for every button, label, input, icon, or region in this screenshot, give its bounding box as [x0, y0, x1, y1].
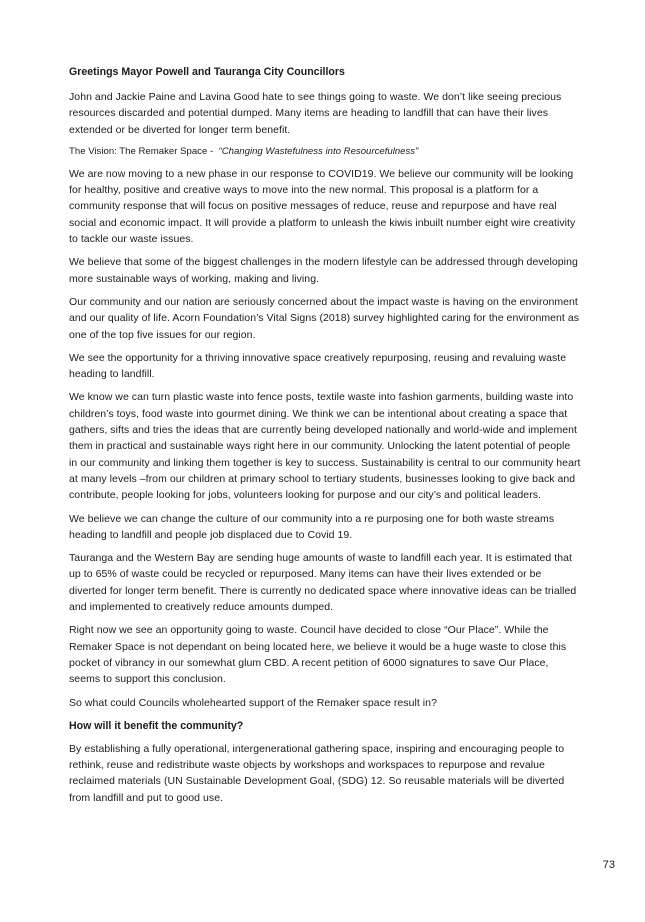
body-paragraph-culture: We believe we can change the culture of our community into a re purposing one for both waste streams heading to landfill and people job displaced due to Covid 19. [69, 512, 555, 541]
body-paragraph-our-place: Right now we see an opportunity going to waste. Council have decided to close “Our Place”. While the Remaker Space is not dependant on being located here, we believe it would be a huge waste to close this pocket of vibrancy in our somewhat glum CBD. A recent petition of 6000 signatures to save Our Place, seems to support this conclusion. [69, 624, 567, 686]
document-page [69, 64, 581, 813]
intro-paragraph: John and Jackie Paine and Lavina Good hate to see things going to waste. We don’t like seeing precious resources discarded and potential dumped. Many items are heading to landfill that can have their lives extended or be diverted for longer term benefit. [69, 91, 562, 136]
greeting-heading: Greetings Mayor Powell and Tauranga City Councillors [69, 66, 345, 78]
vision-quote: “Changing Wastefulness into Resourcefulness” [218, 145, 419, 157]
body-paragraph-challenges: We believe that some of the biggest challenges in the modern lifestyle can be addressed through developing more sustainable ways of working, making and living. [69, 256, 578, 285]
body-paragraph-concern: Our community and our nation are seriously concerned about the impact waste is having on the environment and our quality of life. Acorn Foundation’s Vital Signs (2018) survey highlighted caring for the environment as one of the top five issues for our region. [69, 295, 580, 341]
body-paragraph-turn-waste: We know we can turn plastic waste into fence posts, textile waste into fashion garments, building waste into children’s toys, food waste into gourmet dining. We think we can be intentional about creating a space that gathers, sifts and tries the ideas that are currently being developed nationally and world-wide and implement them in practical and sustainable ways right here in our community. Unlocking the latent potential of people in our community and linking them together is key to success. Sustainability is central to our community heart at many levels –from our children at primary school to tertiary students, businesses looking to give back and contribute, people looking for jobs, volunteers looking for purpose and our city’s and political leaders. [69, 391, 581, 502]
vision-label: The Vision: The Remaker Space - [69, 145, 214, 157]
body-paragraph-opportunity: We see the opportunity for a thriving innovative space creatively repurposing, reusing and revaluing waste heading to landfill. [69, 351, 567, 381]
vision-line [69, 145, 581, 159]
page-number: 73 [602, 859, 615, 871]
benefit-paragraph: By establishing a fully operational, intergenerational gathering space, inspiring and encouraging people to rethink, reuse and redistribute waste objects by workshops and workspaces to repurpose and revalue reclaimed materials (UN Sustainable Development Goal, (SDG) 12. So reusable materials will be diverted from landfill and put to good use. [69, 742, 565, 804]
body-paragraph-covid: We are now moving to a new phase in our response to COVID19. We believe our community will be looking for healthy, positive and creative ways to move into the new normal. This proposal is a platform for a community response that will focus on positive messages of reduce, reuse and repurpose and have real social and economic impact. It will provide a platform to unleash the kiwis inbuilt number eight wire creativity to tackle our waste issues. [69, 167, 576, 246]
benefit-heading: How will it benefit the community? [69, 719, 244, 732]
body-paragraph-landfill-stats: Tauranga and the Western Bay are sending huge amounts of waste to landfill each year. It is estimated that up to 65% of waste could be recycled or repurposed. Many items can have their lives extended or be diverted for longer term benefit. There is currently no dedicated space where innovative ideas can be trialled and implemented to creatively reduce amounts dumped. [69, 552, 577, 614]
body-paragraph-question: So what could Councils wholehearted support of the Remaker space result in? [69, 696, 437, 709]
